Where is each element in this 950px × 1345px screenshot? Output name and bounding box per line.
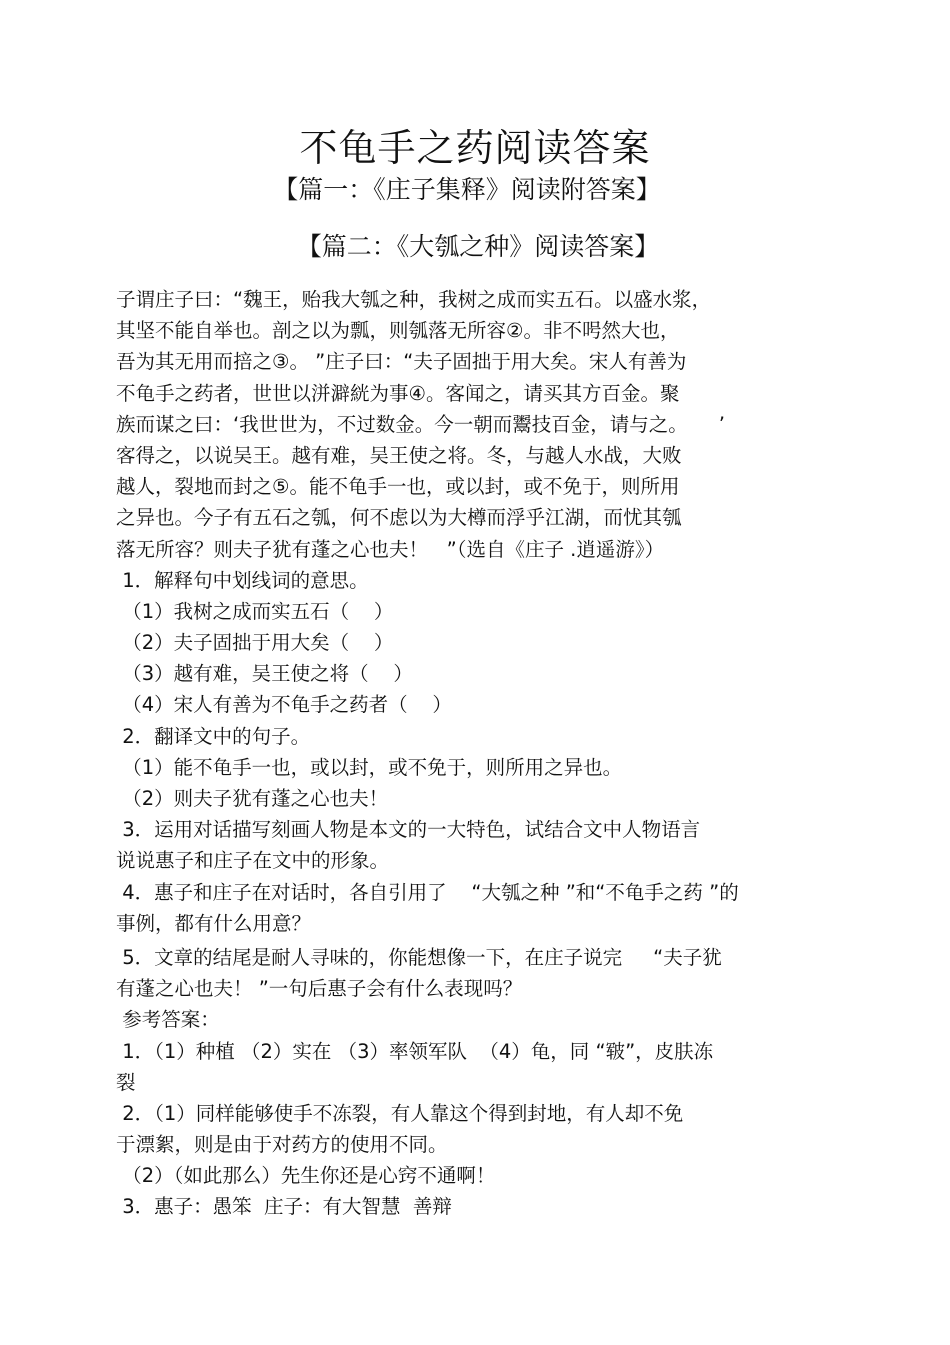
passage-line: 族而谋之曰：‘我世世为，不过数金。今一朝而鬻技百金，请与之。 ’ <box>116 412 725 436</box>
subtitle-part-two: 【篇二：《大瓠之种》阅读答案】 <box>296 232 660 261</box>
document-body <box>116 284 816 1223</box>
document-title: 不龟手之药阅读答案 <box>299 126 651 170</box>
answer-line: 于漂絮，则是由于对药方的使用不同。 <box>116 1133 448 1157</box>
passage-line: 越人，裂地而封之⑤。能不龟手一也，或以封，或不免于，则所用 <box>116 475 680 499</box>
question-item: （2）夫子固拙于用大矣（ ） <box>116 631 394 655</box>
passage-line: 客得之，以说吴王。越有难，吴王使之将。冬，与越人水战，大败 <box>116 443 682 467</box>
question-item: （2）则夫子犹有蓬之心也夫！ <box>116 787 389 810</box>
question-stem: 1．解释句中划线词的意思。 <box>116 568 369 592</box>
question-3 <box>116 814 816 876</box>
answer-line: 裂 <box>116 1070 136 1094</box>
question-item: （1）能不龟手一也，或以封，或不免于，则所用之异也。 <box>116 755 623 779</box>
passage-line: 吾为其无用而掊之③。 ”庄子曰：“夫子固拙于用大矣。宋人有善为 <box>116 350 687 374</box>
question-line: 说说惠子和庄子在文中的形象。 <box>116 849 390 873</box>
classical-passage <box>116 284 816 565</box>
passage-line: 子谓庄子曰：“魏王，贻我大瓠之种，我树之成而实五石。以盛水浆， <box>116 288 712 311</box>
question-2 <box>116 721 816 815</box>
question-line: 3．运用对话描写刻画人物是本文的一大特色，试结合文中人物语言 <box>116 818 701 842</box>
answer-heading: 参考答案： <box>116 1008 220 1032</box>
question-item: （4）宋人有善为不龟手之药者（ ） <box>116 693 452 717</box>
question-item: （1）我树之成而实五石（ ） <box>116 599 394 623</box>
passage-line: 不龟手之药者，世世以洴澼絖为事④。客闻之，请买其方百金。聚 <box>116 381 680 405</box>
passage-line: 之异也。今子有五石之瓠，何不虑以为大樽而浮乎江湖，而忧其瓠 <box>116 506 682 530</box>
passage-line: 其坚不能自举也。剖之以为瓢，则瓠落无所容②。非不呺然大也， <box>116 319 680 343</box>
question-1 <box>116 565 816 721</box>
question-stem: 2．翻译文中的句子。 <box>116 724 311 748</box>
answer-line: 1．（1）种植 （2）实在 （3）率领军队 （4）龟，同 “皲”，皮肤冻 <box>116 1039 714 1063</box>
question-5 <box>116 942 816 1004</box>
answer-section <box>116 1004 816 1222</box>
answer-line: 2．（1）同样能够使手不冻裂，有人靠这个得到封地，有人却不免 <box>116 1101 684 1125</box>
question-line: 4．惠子和庄子在对话时，各自引用了 “大瓠之种 ”和“不龟手之药 ”的 <box>116 880 739 904</box>
question-4 <box>116 877 816 939</box>
question-item: （3）越有难，吴王使之将（ ） <box>116 662 413 686</box>
answer-line: （2）（如此那么）先生你还是心窍不通啊！ <box>116 1164 496 1188</box>
answer-line: 3．惠子：愚笨 庄子：有大智慧 善辩 <box>116 1195 452 1219</box>
question-line: 事例，都有什么用意？ <box>116 911 312 935</box>
subtitle-part-one: 【篇一：《庄子集释》阅读附答案】 <box>273 175 661 204</box>
question-line: 有蓬之心也夫！ ”一句后惠子会有什么表现吗？ <box>116 977 523 1001</box>
question-line: 5．文章的结尾是耐人寻味的，你能想像一下，在庄子说完 “夫子犹 <box>116 945 722 969</box>
passage-line: 落无所容？则夫子犹有蓬之心也夫！ ”（选自《庄子 .逍遥游》） <box>116 537 665 561</box>
